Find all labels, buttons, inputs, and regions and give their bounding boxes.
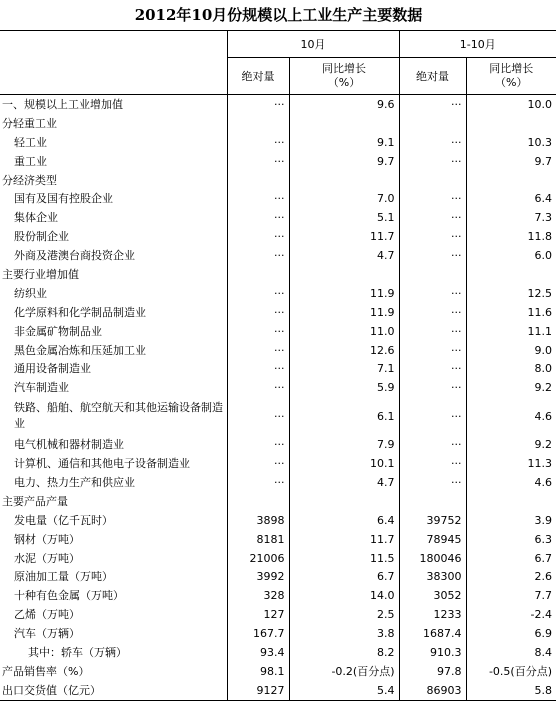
cell-yoy-ytd: 11.6 (466, 303, 556, 322)
cell-abs-month: ··· (227, 95, 289, 114)
cell-yoy-ytd: 9.7 (466, 152, 556, 171)
row-label: 汽车制造业 (14, 381, 69, 395)
cell-abs-month: ··· (227, 473, 289, 492)
header-group-month: 10月 (227, 31, 399, 58)
cell-abs-month: 8181 (227, 530, 289, 549)
table-row (0, 378, 556, 397)
cell-yoy-ytd: 7.3 (466, 208, 556, 227)
cell-abs-month: ··· (227, 378, 289, 397)
cell-yoy-ytd: 6.9 (466, 624, 556, 643)
cell-abs-month: ··· (227, 227, 289, 246)
row-label: 电力、热力生产和供应业 (14, 475, 135, 489)
row-label: 外商及港澳台商投资企业 (14, 249, 135, 263)
table-row (0, 189, 556, 208)
table-row (0, 114, 556, 133)
cell-abs-ytd: ··· (399, 208, 466, 227)
row-label: 黑色金属冶炼和压延加工业 (14, 343, 146, 357)
cell-yoy-month: -0.2(百分点) (289, 662, 399, 681)
cell-yoy-month: 9.7 (289, 152, 399, 171)
table-row (0, 454, 556, 473)
row-label: 通用设备制造业 (14, 362, 91, 376)
cell-abs-month: ··· (227, 246, 289, 265)
table-row (0, 397, 556, 435)
row-label: 水泥（万吨） (14, 551, 80, 565)
cell-abs-month (227, 492, 289, 511)
cell-yoy-ytd: 6.0 (466, 246, 556, 265)
table-row (0, 662, 556, 681)
cell-yoy-ytd: 8.4 (466, 643, 556, 662)
cell-abs-ytd: 39752 (399, 511, 466, 530)
cell-abs-ytd: ··· (399, 227, 466, 246)
header-row-groups (0, 31, 556, 58)
cell-yoy-month: 8.2 (289, 643, 399, 662)
table-row (0, 341, 556, 360)
header-blank (0, 31, 227, 58)
header-abs-month: 绝对量 (227, 58, 289, 95)
cell-abs-ytd: ··· (399, 341, 466, 360)
table-row (0, 492, 556, 511)
cell-yoy-month: 4.7 (289, 473, 399, 492)
cell-abs-ytd: ··· (399, 189, 466, 208)
table-row (0, 567, 556, 586)
table-row (0, 284, 556, 303)
cell-abs-month: 93.4 (227, 643, 289, 662)
cell-yoy-month: 11.9 (289, 284, 399, 303)
table-row (0, 624, 556, 643)
row-label: 非金属矿物制品业 (14, 324, 102, 338)
cell-yoy-ytd: 9.0 (466, 341, 556, 360)
cell-yoy-ytd: -0.5(百分点) (466, 662, 556, 681)
table-row (0, 322, 556, 341)
cell-abs-month: ··· (227, 208, 289, 227)
cell-yoy-month: 5.4 (289, 681, 399, 700)
header-yoy-month (289, 58, 399, 95)
cell-yoy-month: 11.7 (289, 530, 399, 549)
cell-yoy-ytd: 7.7 (466, 586, 556, 605)
row-label: 重工业 (14, 154, 47, 168)
cell-abs-ytd: 86903 (399, 681, 466, 700)
table-row (0, 133, 556, 152)
cell-abs-month: 98.1 (227, 662, 289, 681)
cell-yoy-month: 4.7 (289, 246, 399, 265)
cell-yoy-month: 10.1 (289, 454, 399, 473)
cell-abs-month: ··· (227, 359, 289, 378)
cell-yoy-month: 6.7 (289, 567, 399, 586)
cell-yoy-month: 7.0 (289, 189, 399, 208)
cell-abs-month: ··· (227, 454, 289, 473)
cell-yoy-ytd (466, 492, 556, 511)
cell-abs-ytd: 1233 (399, 605, 466, 624)
table-row (0, 227, 556, 246)
cell-yoy-ytd: 9.2 (466, 378, 556, 397)
row-label: 发电量（亿千瓦时） (14, 513, 113, 527)
cell-abs-month: ··· (227, 133, 289, 152)
cell-yoy-month: 2.5 (289, 605, 399, 624)
cell-abs-ytd: 97.8 (399, 662, 466, 681)
cell-abs-ytd: ··· (399, 284, 466, 303)
row-label: 其中：轿车（万辆） (28, 645, 127, 659)
cell-yoy-ytd: 11.3 (466, 454, 556, 473)
cell-yoy-ytd: 11.8 (466, 227, 556, 246)
table-row (0, 435, 556, 454)
header-yoy-line2: （%） (327, 76, 361, 89)
cell-abs-ytd: 1687.4 (399, 624, 466, 643)
cell-yoy-ytd: 5.8 (466, 681, 556, 700)
cell-abs-ytd (399, 114, 466, 133)
page-title: 2012年10月份规模以上工业生产主要数据 (134, 6, 423, 24)
header-group-ytd: 1-10月 (399, 31, 556, 58)
cell-yoy-ytd: 2.6 (466, 567, 556, 586)
cell-abs-ytd: ··· (399, 152, 466, 171)
cell-yoy-ytd (466, 265, 556, 284)
cell-abs-month (227, 114, 289, 133)
cell-abs-month: ··· (227, 341, 289, 360)
cell-abs-ytd: ··· (399, 322, 466, 341)
cell-abs-ytd (399, 265, 466, 284)
cell-abs-ytd: 38300 (399, 567, 466, 586)
cell-abs-ytd: ··· (399, 246, 466, 265)
cell-abs-ytd: ··· (399, 359, 466, 378)
row-label: 股份制企业 (14, 230, 69, 244)
cell-abs-month: ··· (227, 284, 289, 303)
row-label: 主要行业增加值 (2, 267, 79, 281)
cell-yoy-ytd: 6.4 (466, 189, 556, 208)
table-row (0, 208, 556, 227)
table-row (0, 549, 556, 568)
cell-yoy-month: 12.6 (289, 341, 399, 360)
cell-abs-ytd: 180046 (399, 549, 466, 568)
row-label: 汽车（万辆） (14, 627, 80, 641)
cell-yoy-month: 11.9 (289, 303, 399, 322)
cell-abs-month: ··· (227, 303, 289, 322)
cell-abs-ytd: 3052 (399, 586, 466, 605)
cell-abs-month: 3898 (227, 511, 289, 530)
table-row (0, 246, 556, 265)
cell-yoy-month: 11.0 (289, 322, 399, 341)
cell-abs-month: 9127 (227, 681, 289, 700)
header-yoy-ytd (466, 58, 556, 95)
cell-abs-ytd: ··· (399, 95, 466, 114)
cell-yoy-month: 14.0 (289, 586, 399, 605)
row-label: 分轻重工业 (2, 116, 57, 130)
cell-abs-month: ··· (227, 397, 289, 435)
table-row (0, 265, 556, 284)
row-label: 化学原料和化学制品制造业 (14, 305, 146, 319)
row-label: 计算机、通信和其他电子设备制造业 (14, 457, 190, 471)
cell-yoy-ytd: 11.1 (466, 322, 556, 341)
table-row (0, 152, 556, 171)
cell-yoy-month (289, 265, 399, 284)
cell-yoy-month: 9.6 (289, 95, 399, 114)
cell-yoy-ytd: 4.6 (466, 397, 556, 435)
cell-yoy-ytd: 12.5 (466, 284, 556, 303)
cell-abs-ytd: ··· (399, 454, 466, 473)
cell-yoy-month: 11.5 (289, 549, 399, 568)
cell-yoy-month: 6.1 (289, 397, 399, 435)
cell-abs-month (227, 171, 289, 190)
cell-yoy-month: 5.1 (289, 208, 399, 227)
row-label: 国有及国有控股企业 (14, 192, 113, 206)
table-row (0, 95, 556, 114)
cell-yoy-ytd: 6.7 (466, 549, 556, 568)
cell-yoy-month (289, 114, 399, 133)
cell-yoy-ytd: 4.6 (466, 473, 556, 492)
cell-yoy-ytd (466, 114, 556, 133)
cell-yoy-ytd: 6.3 (466, 530, 556, 549)
cell-abs-month: 328 (227, 586, 289, 605)
cell-abs-month: ··· (227, 189, 289, 208)
cell-abs-month: ··· (227, 322, 289, 341)
table-row (0, 643, 556, 662)
row-label: 出口交货值（亿元） (0, 681, 227, 700)
row-label: 一、规模以上工业增加值 (2, 97, 123, 111)
cell-abs-ytd: ··· (399, 378, 466, 397)
cell-abs-ytd: 910.3 (399, 643, 466, 662)
row-label: 分经济类型 (2, 173, 57, 187)
row-label: 主要产品产量 (2, 494, 68, 508)
table-row (0, 511, 556, 530)
cell-yoy-month: 11.7 (289, 227, 399, 246)
cell-abs-month: 3992 (227, 567, 289, 586)
header-row-columns (0, 58, 556, 95)
table-row (0, 473, 556, 492)
cell-abs-ytd: ··· (399, 133, 466, 152)
row-label: 钢材（万吨） (14, 532, 80, 546)
row-label: 电气机械和器材制造业 (14, 438, 124, 452)
cell-abs-month: ··· (227, 152, 289, 171)
table-row (0, 681, 556, 700)
cell-yoy-ytd: 10.0 (466, 95, 556, 114)
data-table (0, 30, 556, 701)
row-label: 纺织业 (14, 286, 47, 300)
cell-yoy-ytd (466, 171, 556, 190)
cell-yoy-month: 7.1 (289, 359, 399, 378)
cell-abs-ytd: ··· (399, 473, 466, 492)
cell-yoy-ytd: 9.2 (466, 435, 556, 454)
cell-abs-ytd: 78945 (399, 530, 466, 549)
row-label: 集体企业 (14, 211, 58, 225)
cell-abs-month: ··· (227, 435, 289, 454)
table-row (0, 586, 556, 605)
row-label: 铁路、船舶、航空航天和其他运输设备制造业 (14, 401, 223, 431)
cell-yoy-month: 3.8 (289, 624, 399, 643)
cell-yoy-ytd: 8.0 (466, 359, 556, 378)
cell-yoy-month: 7.9 (289, 435, 399, 454)
cell-abs-month: 127 (227, 605, 289, 624)
table-row (0, 530, 556, 549)
table-row (0, 303, 556, 322)
cell-yoy-ytd: 10.3 (466, 133, 556, 152)
header-abs-ytd: 绝对量 (399, 58, 466, 95)
cell-abs-month: 21006 (227, 549, 289, 568)
row-label: 产品销售率（%） (2, 664, 90, 678)
cell-yoy-month: 5.9 (289, 378, 399, 397)
row-label: 轻工业 (14, 135, 47, 149)
header-yoy-line1: 同比增长 (489, 62, 534, 75)
cell-yoy-ytd: 3.9 (466, 511, 556, 530)
cell-abs-ytd: ··· (399, 397, 466, 435)
row-label: 乙烯（万吨） (14, 608, 80, 622)
cell-yoy-month: 6.4 (289, 511, 399, 530)
cell-abs-ytd (399, 171, 466, 190)
cell-yoy-month (289, 171, 399, 190)
cell-abs-ytd: ··· (399, 435, 466, 454)
cell-yoy-month: 9.1 (289, 133, 399, 152)
cell-yoy-ytd: -2.4 (466, 605, 556, 624)
table-row (0, 359, 556, 378)
cell-abs-ytd (399, 492, 466, 511)
cell-yoy-month (289, 492, 399, 511)
cell-abs-month: 167.7 (227, 624, 289, 643)
cell-abs-ytd: ··· (399, 303, 466, 322)
table-row (0, 605, 556, 624)
cell-abs-month (227, 265, 289, 284)
row-label: 原油加工量（万吨） (14, 570, 113, 584)
header-blank-2 (0, 58, 227, 95)
table-row (0, 171, 556, 190)
row-label: 十种有色金属（万吨） (14, 589, 124, 603)
header-yoy-line2: （%） (495, 76, 528, 89)
header-yoy-line1: 同比增长 (322, 62, 366, 75)
